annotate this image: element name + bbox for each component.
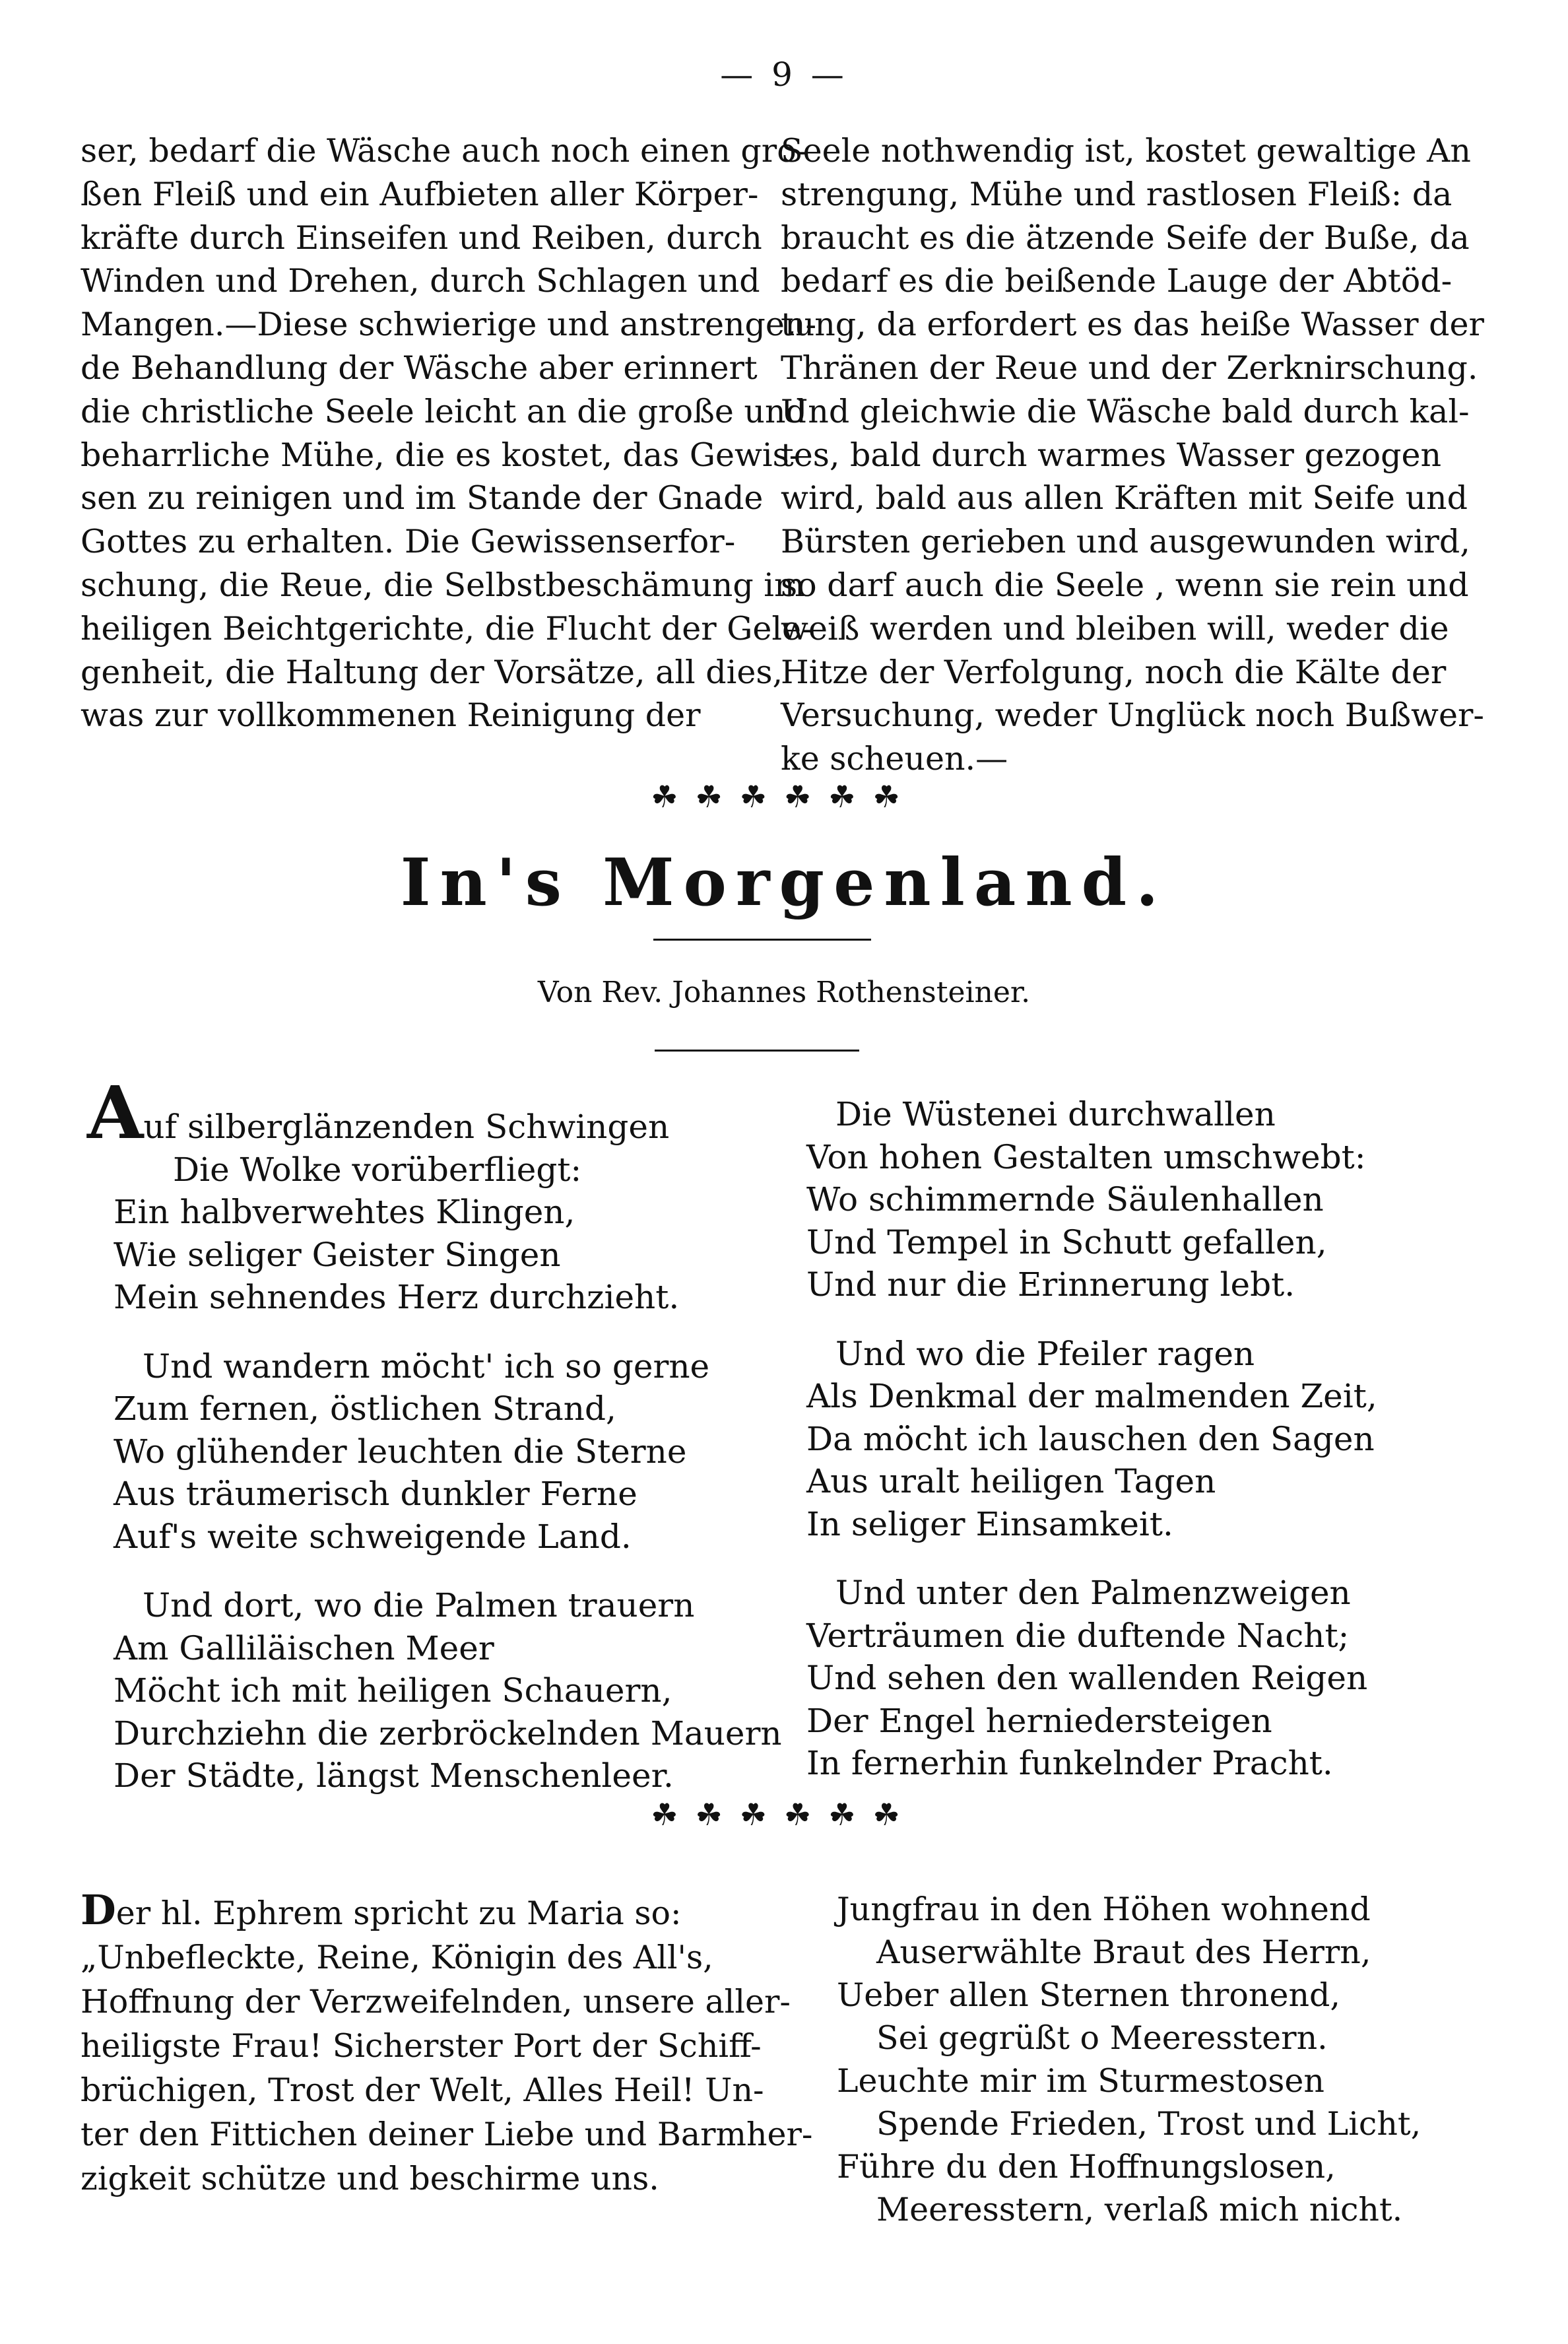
- text-line: heiligste Frau! Sicherster Port der Schiff-: [81, 2027, 762, 2065]
- prose-column-right: [781, 129, 1484, 781]
- verse-line: Wo glühender leuchten die Sterne: [114, 1432, 687, 1471]
- verse-line: Als Denkmal der malmenden Zeit,: [806, 1377, 1377, 1415]
- verse-line: Von hohen Gestalten umschwebt:: [806, 1137, 1366, 1176]
- verse-line: Jungfrau in den Höhen wohnend: [837, 1891, 1371, 1928]
- text-line: tes, bald durch warmes Wasser gezogen: [781, 436, 1442, 474]
- verse-line: Führe du den Hoffnungslosen,: [837, 2148, 1336, 2186]
- text-line: Gottes zu erhalten. Die Gewissenserfor-: [81, 523, 736, 561]
- verse-line: In seliger Einsamkeit.: [806, 1504, 1173, 1543]
- verse-line: Die Wüstenei durchwallen: [835, 1095, 1276, 1133]
- verse-line: Zum fernen, östlichen Strand,: [114, 1390, 616, 1428]
- text-line: Mangen.—Diese schwierige und anstrengen-: [81, 306, 817, 344]
- text-line: tung, da erfordert es das heiße Wasser der: [781, 306, 1484, 344]
- text-line: „Unbefleckte, Reine, Königin des All's,: [81, 1939, 713, 1976]
- text-line: ke scheuen.—: [781, 740, 1008, 778]
- text-line: was zur vollkommenen Reinigung der: [81, 696, 701, 735]
- text-line: Bürsten gerieben und ausgewunden wird,: [781, 523, 1470, 561]
- verse-line: Und unter den Palmenzweigen: [835, 1574, 1351, 1612]
- verse-line: Und Tempel in Schutt gefallen,: [806, 1222, 1327, 1261]
- text-line: schung, die Reue, die Selbstbeschämung im: [81, 566, 805, 604]
- poem-title: In's Morgenland.: [400, 845, 1168, 921]
- text-line: Hoffnung der Verzweifelnden, unsere aller-: [81, 1983, 791, 2021]
- verse-line: Auf silberglänzenden Schwingen: [87, 1070, 670, 1155]
- text-line: sen zu reinigen und im Stande der Gnade: [81, 479, 764, 518]
- byline: Von Rev. Johannes Rothensteiner.: [537, 976, 1031, 1009]
- text-line: beharrliche Mühe, die es kostet, das Gewis-: [81, 436, 800, 474]
- verse-line: Meeresstern, verlaß mich nicht.: [876, 2191, 1403, 2228]
- text-line: so darf auch die Seele , wenn sie rein und: [781, 566, 1469, 604]
- drop-cap: D: [81, 1886, 116, 1934]
- ephrem-prose: [81, 1886, 813, 2201]
- verse-line: Sei gegrüßt o Meeresstern.: [876, 2019, 1328, 2057]
- verse-line: Aus uralt heiligen Tagen: [806, 1462, 1216, 1500]
- verse-line: In fernerhin funkelnder Pracht.: [806, 1744, 1333, 1782]
- verse-line: Auf's weite schweigende Land.: [114, 1517, 632, 1556]
- text-line: ßen Fleiß und ein Aufbieten aller Körper-: [81, 175, 759, 213]
- verse-line: Und sehen den wallenden Reigen: [806, 1659, 1368, 1697]
- verse-line: Da möcht ich lauschen den Sagen: [806, 1419, 1375, 1458]
- text-line: kräfte durch Einseifen und Reiben, durch: [81, 218, 762, 257]
- text-line: de Behandlung der Wäsche aber erinnert: [81, 349, 758, 387]
- verse-line: Durchziehn die zerbröckelnden Mauern: [114, 1714, 782, 1753]
- text-line: Versuchung, weder Unglück noch Bußwer-: [781, 696, 1484, 735]
- verse-line: Der Städte, längst Menschenleer.: [114, 1757, 674, 1795]
- verse-line: Ein halbverwehtes Klingen,: [114, 1193, 575, 1231]
- text-line: ser, bedarf die Wäsche auch noch einen gro-: [81, 132, 808, 170]
- ornament-divider: ☘☘☘☘☘☘: [651, 779, 917, 815]
- text-line: ter den Fittichen deiner Liebe und Barmher-: [81, 2116, 813, 2153]
- text-line: Thränen der Reue und der Zerknirschung.: [781, 349, 1478, 387]
- poem-column-right: [806, 1093, 1466, 1785]
- text-line: genheit, die Haltung der Vorsätze, all dies,: [81, 653, 783, 691]
- verse-line: Der Engel herniedersteigen: [806, 1701, 1272, 1740]
- verse-line: Und wo die Pfeiler ragen: [835, 1334, 1255, 1373]
- text-line: die christliche Seele leicht an die große und: [81, 392, 806, 430]
- text-line: Und gleichwie die Wäsche bald durch kal-: [781, 392, 1470, 430]
- page-number: — 9 —: [720, 55, 848, 94]
- verse-line: Und dort, wo die Palmen trauern: [143, 1586, 695, 1624]
- text-line: Der hl. Ephrem spricht zu Maria so:: [81, 1886, 682, 1934]
- text-line: Hitze der Verfolgung, noch die Kälte der: [781, 653, 1447, 691]
- text-line: braucht es die ätzende Seife der Buße, da: [781, 218, 1470, 257]
- text-line: heiligen Beichtgerichte, die Flucht der Gele-: [81, 609, 812, 648]
- text-line: weiß werden und bleiben will, weder die: [781, 609, 1449, 648]
- verse-line: Und wandern möcht' ich so gerne: [143, 1347, 710, 1386]
- title-rule: [653, 939, 871, 941]
- verse-line: Wie seliger Geister Singen: [114, 1235, 561, 1274]
- verse-line: Verträumen die duftende Nacht;: [806, 1616, 1350, 1655]
- drop-cap: A: [87, 1070, 144, 1155]
- text-line: Seele nothwendig ist, kostet gewaltige An: [781, 132, 1471, 170]
- verse-line: Und nur die Erinnerung lebt.: [806, 1265, 1295, 1304]
- verse-line: Aus träumerisch dunkler Ferne: [114, 1475, 637, 1513]
- verse-line: Mein sehnendes Herz durchzieht.: [114, 1278, 680, 1316]
- meeresstern-verse: [837, 1888, 1497, 2231]
- verse-line: Möcht ich mit heiligen Schauern,: [114, 1671, 672, 1710]
- text-line: zigkeit schütze und beschirme uns.: [81, 2160, 659, 2197]
- byline-rule: [655, 1050, 859, 1052]
- verse-line: Am Galliläischen Meer: [114, 1628, 494, 1667]
- verse-line: Wo schimmernde Säulenhallen: [806, 1180, 1324, 1219]
- text-line: bedarf es die beißende Lauge der Abtöd-: [781, 262, 1453, 300]
- text-line: strengung, Mühe und rastlosen Fleiß: da: [781, 175, 1453, 213]
- poem-column-left: [87, 1070, 782, 1797]
- verse-line: Die Wolke vorüberfliegt:: [173, 1150, 582, 1189]
- verse-line: Auserwählte Braut des Herrn,: [876, 1933, 1371, 1971]
- text-line: wird, bald aus allen Kräften mit Seife und: [781, 479, 1468, 518]
- verse-line: Spende Frieden, Trost und Licht,: [876, 2105, 1421, 2143]
- verse-line: Ueber allen Sternen thronend,: [837, 1976, 1340, 2014]
- verse-line: Leuchte mir im Sturmestosen: [837, 2062, 1324, 2100]
- ornament-divider: ☘☘☘☘☘☘: [651, 1797, 917, 1832]
- text-line: Winden und Drehen, durch Schlagen und: [81, 262, 760, 300]
- prose-column-left: [81, 129, 817, 737]
- text-line: brüchigen, Trost der Welt, Alles Heil! Un-: [81, 2071, 764, 2109]
